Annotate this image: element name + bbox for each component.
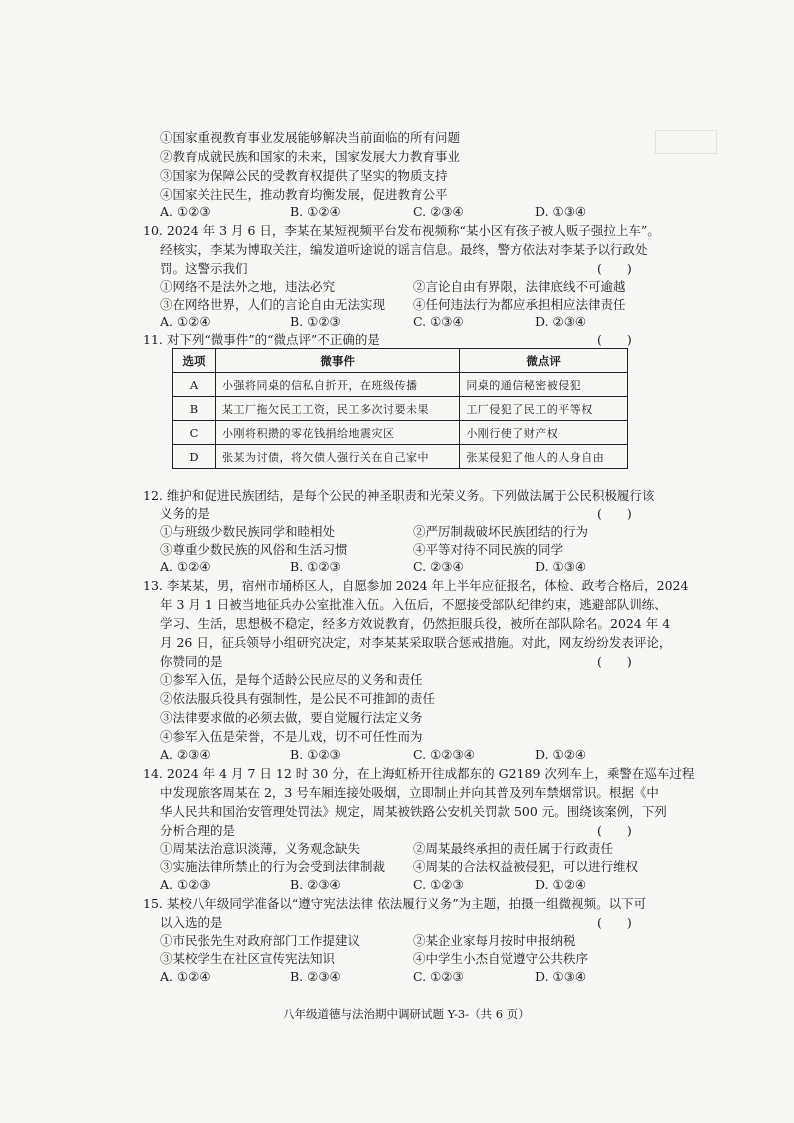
q9-choice-d: D. ①③④ [535,204,587,219]
q14-stem-line-4: 分析合理的是 [160,823,236,838]
q14-stem-line-1: 14. 2024 年 4 月 7 日 12 时 30 分，在上海虹桥开往成都东的 G2189 次列车上，乘警在巡车过程 [143,766,695,781]
stamp-mark [655,130,717,154]
table-row [173,373,628,397]
q14-option-1: ①周某法治意识淡薄，义务观念缺失 [160,841,361,856]
q10-option-1: ①网络不是法外之地，违法必究 [160,279,336,294]
q15-choice-b: B. ②③④ [290,969,341,984]
q13-stem-line-4: 月 26 日，征兵领导小组研究决定，对李某某采取联合惩戒措施。对此，网友纷纷发表评论， [160,635,672,650]
table-header-row [173,349,628,373]
q9-choice-a: A. ①②③ [160,204,211,219]
q14-stem-line-2: 中发现旅客周某在 2，3 号车厢连接处吸烟，立即制止并向其普及列车禁烟常识。根据《中 [160,785,659,800]
q11-answer-bracket: ( ) [597,332,632,347]
q12-stem-line-1: 12. 维护和促进民族团结，是每个公民的神圣职责和光荣义务。下列做法属于公民积极履行该 [143,488,655,503]
table-cell-event: 小刚将积攒的零花钱捐给地震灾区 [216,421,460,445]
q10-choice-a: A. ①②④ [160,314,211,329]
table-cell-comment: 工厂侵犯了民工的平等权 [460,397,628,421]
table-cell-option: B [173,397,216,421]
q9-choice-b: B. ①②④ [290,204,341,219]
q10-choice-d: D. ②③④ [535,314,587,329]
q12-choice-b: B. ①②③ [290,559,341,574]
q9-item-3: ③国家为保障公民的受教育权提供了坚实的物质支持 [160,168,448,183]
q12-choice-c: C. ②③④ [413,559,464,574]
q14-option-3: ③实施法律所禁止的行为会受到法律制裁 [160,859,386,874]
table-row [173,445,628,469]
q10-stem-line-3: 罚。这警示我们 [160,261,248,276]
q9-choice-c: C. ②③④ [413,204,464,219]
q13-option-3: ③法律要求做的必须去做，要自觉履行法定义务 [160,710,423,725]
q12-choice-a: A. ①②④ [160,559,211,574]
q15-option-2: ②某企业家每月按时申报纳税 [413,933,576,948]
q10-stem-line-1: 10. 2024 年 3 月 6 日，李某在某短视频平台发布视频称“某小区有孩子被人贩子强拉上车”。 [143,223,660,238]
q10-choice-c: C. ①③④ [413,314,464,329]
table-header-option: 选项 [173,349,216,373]
q13-stem-line-3: 学习、生活，思想极不稳定，经多方效说教育，仍然拒服兵役，被所在部队除名。2024 年 4 [160,616,671,631]
q15-option-3: ③某校学生在社区宣传宪法知识 [160,951,336,966]
q14-stem-line-3: 华人民共和国治安管理处罚法》规定，周某被铁路公安机关罚款 500 元。围绕该案例，下列 [160,804,667,819]
q12-answer-bracket: ( ) [597,506,632,521]
q15-option-4: ④中学生小杰自觉遵守公共秩序 [413,951,589,966]
q12-option-3: ③尊重少数民族的风俗和生活习惯 [160,542,348,557]
q12-option-2: ②严厉制裁破坏民族团结的行为 [413,524,589,539]
page-footer: 八年级道德与法治期中调研试题 Y-3-（共 6 页） [283,1007,530,1021]
q9-item-2: ②教育成就民族和国家的未来，国家发展大力教育事业 [160,149,461,164]
table-row [173,421,628,445]
q14-choice-b: B. ②③④ [290,877,341,892]
table-cell-comment: 同桌的通信秘密被侵犯 [460,373,628,397]
q14-option-2: ②周某最终承担的责任属于行政责任 [413,841,614,856]
q11-stem: 11. 对下列“微事件”的“微点评”不正确的是 [143,332,380,347]
q15-choice-c: C. ①②③ [413,969,464,984]
q14-answer-bracket: ( ) [597,823,632,838]
q10-option-3: ③在网络世界，人们的言论自由无法实现 [160,297,386,312]
q13-choice-b: B. ①②③ [290,747,341,762]
q15-option-1: ①市民张先生对政府部门工作提建议 [160,933,361,948]
table-cell-option: C [173,421,216,445]
q10-stem-line-2: 经核实，李某为博取关注，编发道听途说的谣言信息。最终，警方依法对李某予以行政处 [160,242,648,257]
table-cell-event: 小强将同桌的信私自折开，在班级传播 [216,373,460,397]
q13-choice-c: C. ①②③④ [413,747,475,762]
q14-option-4: ④周某的合法权益被侵犯，可以进行维权 [413,859,639,874]
q13-option-4: ④参军入伍是荣誉，不是儿戏，切不可任性而为 [160,729,423,744]
q13-stem-line-2: 年 3 月 1 日被当地征兵办公室批准入伍。入伍后，不愿接受部队纪律约束，逃避部队训练、 [160,597,667,612]
q11-table [172,348,628,469]
table-cell-event: 张某为讨债，将欠债人强行关在自己家中 [216,445,460,469]
table-cell-comment: 张某侵犯了他人的人身自由 [460,445,628,469]
q12-option-4: ④平等对待不同民族的同学 [413,542,564,557]
table-header-event: 微事件 [216,349,460,373]
q12-option-1: ①与班级少数民族同学和睦相处 [160,524,336,539]
table-cell-comment: 小刚行使了财产权 [460,421,628,445]
q9-item-4: ④国家关注民生，推动教育均衡发展，促进教育公平 [160,187,448,202]
q9-item-1: ①国家重视教育事业发展能够解决当前面临的所有问题 [160,130,461,145]
table-header-comment: 微点评 [460,349,628,373]
q10-answer-bracket: ( ) [597,261,632,276]
q14-choice-c: C. ①②③ [413,877,464,892]
q12-choice-d: D. ①③④ [535,559,587,574]
q14-choice-a: A. ①②③ [160,877,211,892]
q13-stem-line-1: 13. 李某某，男，宿州市埇桥区人，自愿参加 2024 年上半年应征报名，体检、政考合格后，2024 [143,578,689,593]
table-cell-event: 某工厂拖欠民工工资，民工多次讨要未果 [216,397,460,421]
q15-answer-bracket: ( ) [597,915,632,930]
q13-answer-bracket: ( ) [597,654,632,669]
q10-choice-b: B. ①②③ [290,314,341,329]
q15-choice-a: A. ①②④ [160,969,211,984]
q10-option-2: ②言论自由有界限，法律底线不可逾越 [413,279,626,294]
q12-stem-line-2: 义务的是 [160,506,211,521]
q14-choice-d: D. ①②④ [535,877,587,892]
q10-option-4: ④任何违法行为都应承担相应法律责任 [413,297,626,312]
q13-choice-a: A. ②③④ [160,747,211,762]
q13-option-2: ②依法服兵役具有强制性，是公民不可推卸的责任 [160,691,436,706]
table-row [173,397,628,421]
table-cell-option: A [173,373,216,397]
q13-stem-line-5: 你赞同的是 [160,654,223,669]
q13-option-1: ①参军入伍，是每个适龄公民应尽的义务和责任 [160,672,423,687]
q15-stem-line-1: 15. 某校八年级同学准备以“遵守宪法法律 依法履行义务”为主题，拍摄一组微视频。以下可 [143,896,647,911]
q15-choice-d: D. ①③④ [535,969,587,984]
table-cell-option: D [173,445,216,469]
q15-stem-line-2: 以入选的是 [160,915,223,930]
q13-choice-d: D. ①②④ [535,747,587,762]
